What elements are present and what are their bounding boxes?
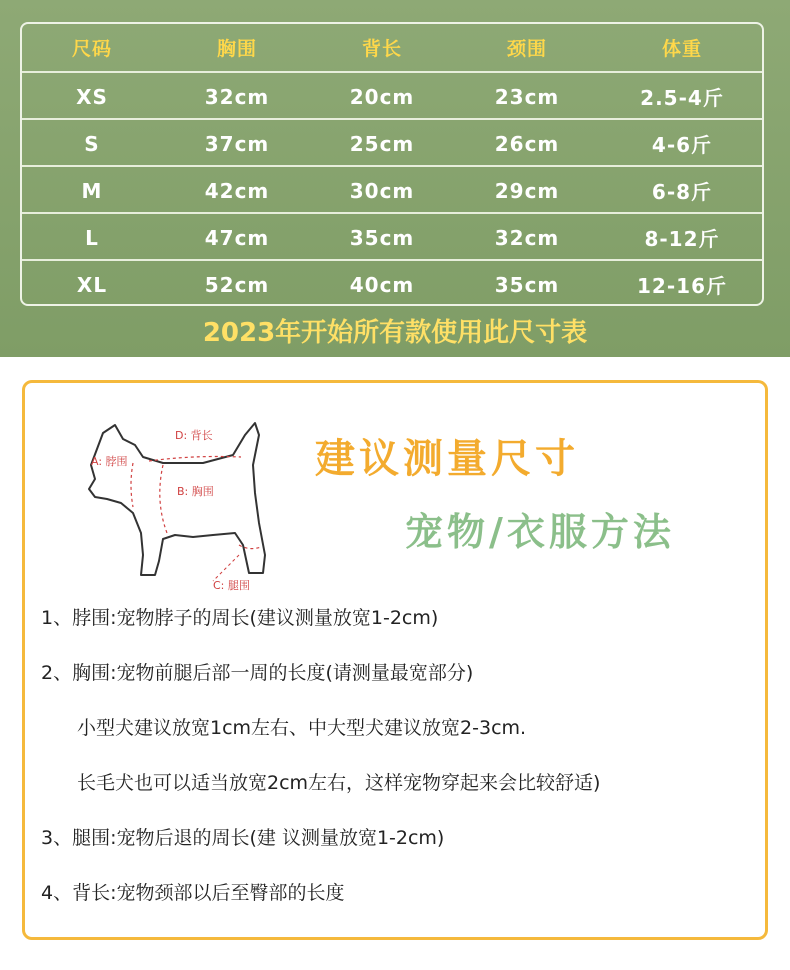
size-chart-panel [0,0,790,357]
size-table [20,22,764,306]
header-weight: 体重 [661,38,702,60]
size-cell: L [85,225,99,250]
guide-title: 建议测量尺寸 [315,436,579,482]
chest-cell: 52cm [204,272,270,297]
chest-measure-line [160,465,167,533]
size-cell: XL [76,272,108,297]
neck-cell: 29cm [494,178,560,203]
header-chest: 胸围 [216,38,257,60]
size-cell: S [84,131,100,156]
table-row [22,165,762,214]
table-row [22,259,762,308]
instruction-neck: 1、脖围:宠物脖子的周长(建议测量放宽1-2cm) [41,607,439,629]
header-neck: 颈围 [506,38,547,60]
size-cell: M [81,178,103,203]
guide-subtitle: 宠物/衣服方法 [405,510,675,554]
table-header-row [22,24,762,71]
table-row [22,71,762,120]
neck-cell: 23cm [494,84,560,109]
weight-cell: 4-6斤 [651,133,713,157]
chest-cell: 32cm [204,84,270,109]
leg-pointer-line [213,555,239,581]
neck-measure-line [131,463,133,507]
dog-outline [89,423,265,575]
instruction-back: 4、背长:宠物颈部以后至臀部的长度 [41,882,345,904]
header-size: 尺码 [71,38,112,60]
dog-diagram [63,405,293,595]
back-measure-line [149,457,241,462]
instruction-leg: 3、腿围:宠物后退的周长(建 议测量放宽1-2cm) [41,827,445,849]
back-length-cell: 30cm [349,178,415,203]
instruction-chest-note-1: 小型犬建议放宽1cm左右、中大型犬建议放宽2-3cm. [77,717,527,739]
chest-label: B: 胸围 [177,485,214,498]
weight-cell: 12-16斤 [637,274,727,298]
measuring-guide-panel [22,380,768,940]
table-row [22,212,762,261]
chest-cell: 37cm [204,131,270,156]
weight-cell: 6-8斤 [651,180,713,204]
back-label: D: 背长 [175,429,213,442]
neck-cell: 26cm [494,131,560,156]
leg-label: C: 腿围 [213,579,250,592]
neck-label: A: 脖围 [91,455,128,468]
back-length-cell: 25cm [349,131,415,156]
back-length-cell: 20cm [349,84,415,109]
neck-cell: 32cm [494,225,560,250]
back-length-cell: 35cm [349,225,415,250]
instruction-chest-note-2: 长毛犬也可以适当放宽2cm左右，这样宠物穿起来会比较舒适) [77,772,601,794]
instruction-chest: 2、胸围:宠物前腿后部一周的长度(请测量最宽部分) [41,662,474,684]
neck-cell: 35cm [494,272,560,297]
table-row [22,118,762,167]
weight-cell: 8-12斤 [644,227,720,251]
chest-cell: 42cm [204,178,270,203]
chest-cell: 47cm [204,225,270,250]
header-back-length: 背长 [361,38,402,60]
back-length-cell: 40cm [349,272,415,297]
size-chart-note: 2023年开始所有款使用此尺寸表 [202,318,588,348]
weight-cell: 2.5-4斤 [640,86,724,110]
size-cell: XS [76,84,108,109]
